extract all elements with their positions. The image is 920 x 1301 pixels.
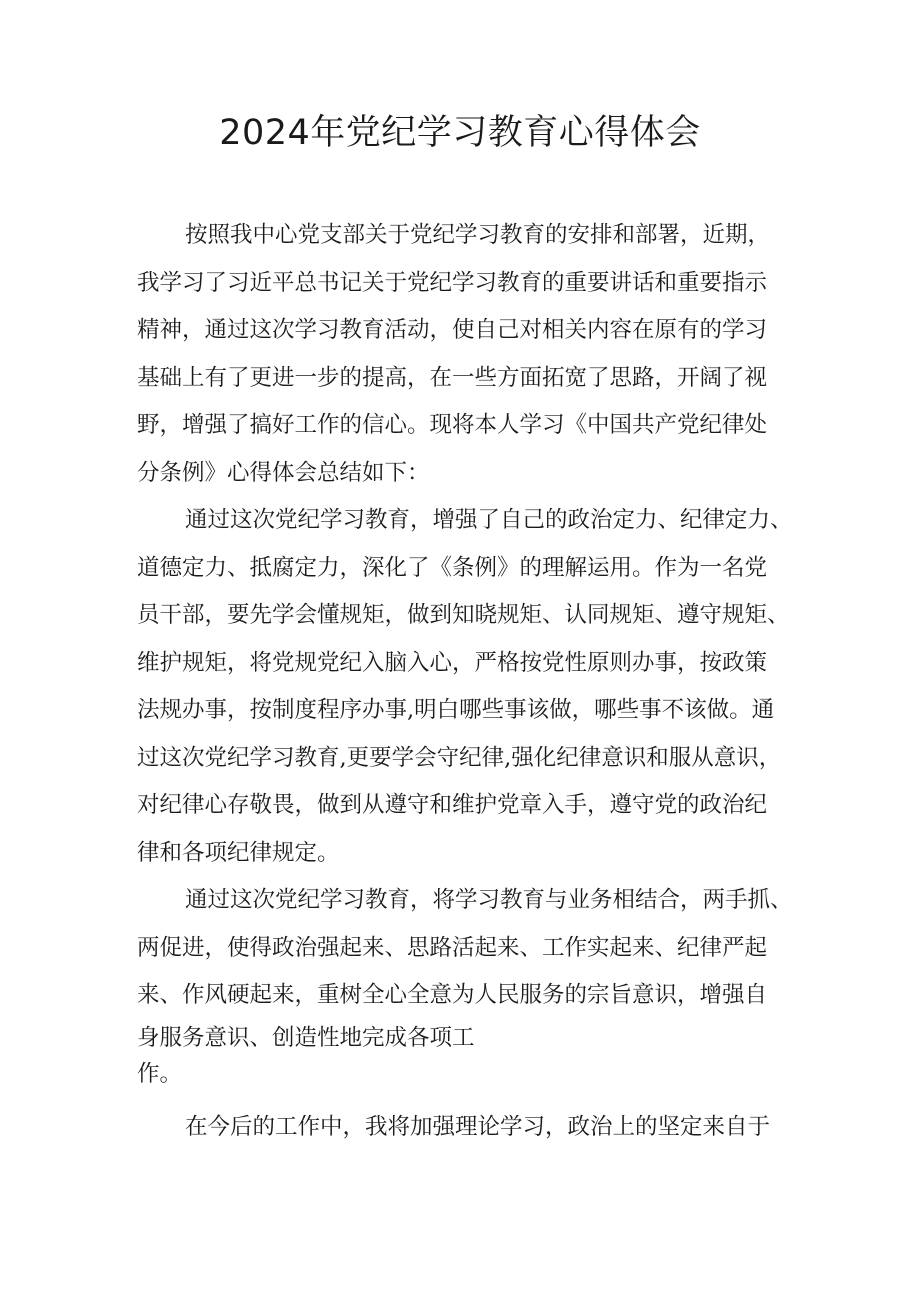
paragraph-1-line-3: 精神，通过这次学习教育活动，使自己对相关内容在原有的学习	[137, 317, 768, 343]
document-title: 2024年党纪学习教育心得体会	[219, 113, 701, 153]
paragraph-1-line-1: 按照我中心党支部关于党纪学习教育的安排和部署，近期，	[185, 222, 771, 248]
paragraph-2-line-6: 过这次党纪学习教育,更要学会守纪律,强化纪律意识和服从意识，	[137, 744, 782, 771]
paragraph-3-line-4: 身服务意识、创造性地完成各项工	[137, 1024, 475, 1051]
paragraph-2-line-7: 对纪律心存敬畏，做到从遵守和维护党章入手，遵守党的政治纪	[137, 792, 768, 818]
paragraph-3-line-5: 作。	[137, 1060, 183, 1087]
paragraph-1-line-4: 基础上有了更进一步的提高，在一些方面拓宽了思路，开阔了视	[137, 364, 768, 391]
paragraph-2-line-5: 法规办事，按制度程序办事,明白哪些事该做，哪些事不该做。通	[137, 697, 775, 723]
document-body	[137, 212, 802, 1151]
paragraph-1-line-6: 分条例》心得体会总结如下：	[137, 459, 430, 486]
paragraph-3-line-1: 通过这次党纪学习教育，将学习教育与业务相结合，两手抓、	[185, 887, 793, 913]
paragraph-4-line-1: 在今后的工作中，我将加强理论学习，政治上的坚定来自于	[185, 1113, 771, 1140]
paragraph-2-line-1: 通过这次党纪学习教育，增强了自己的政治定力、纪律定力、	[185, 507, 793, 533]
paragraph-3-line-3: 来、作风硬起来，重树全心全意为人民服务的宗旨意识，增强自	[137, 982, 768, 1008]
paragraph-2-line-2: 道德定力、抵腐定力，深化了《条例》的理解运用。作为一名党	[137, 554, 768, 581]
paragraph-1-line-2: 我学习了习近平总书记关于党纪学习教育的重要讲话和重要指示	[137, 269, 768, 296]
paragraph-2-line-3: 员干部，要先学会懂规矩，做到知晓规矩、认同规矩、遵守规矩、	[137, 602, 790, 628]
paragraph-3-line-2: 两促进，使得政治强起来、思路活起来、工作实起来、纪律严起	[137, 934, 768, 961]
paragraph-1-line-5: 野，增强了搞好工作的信心。现将本人学习《中国共产党纪律处	[137, 412, 768, 438]
paragraph-2-line-4: 维护规矩，将党规党纪入脑入心，严格按党性原则办事，按政策	[137, 649, 768, 676]
paragraph-2-line-8: 律和各项纪律规定。	[137, 839, 340, 866]
